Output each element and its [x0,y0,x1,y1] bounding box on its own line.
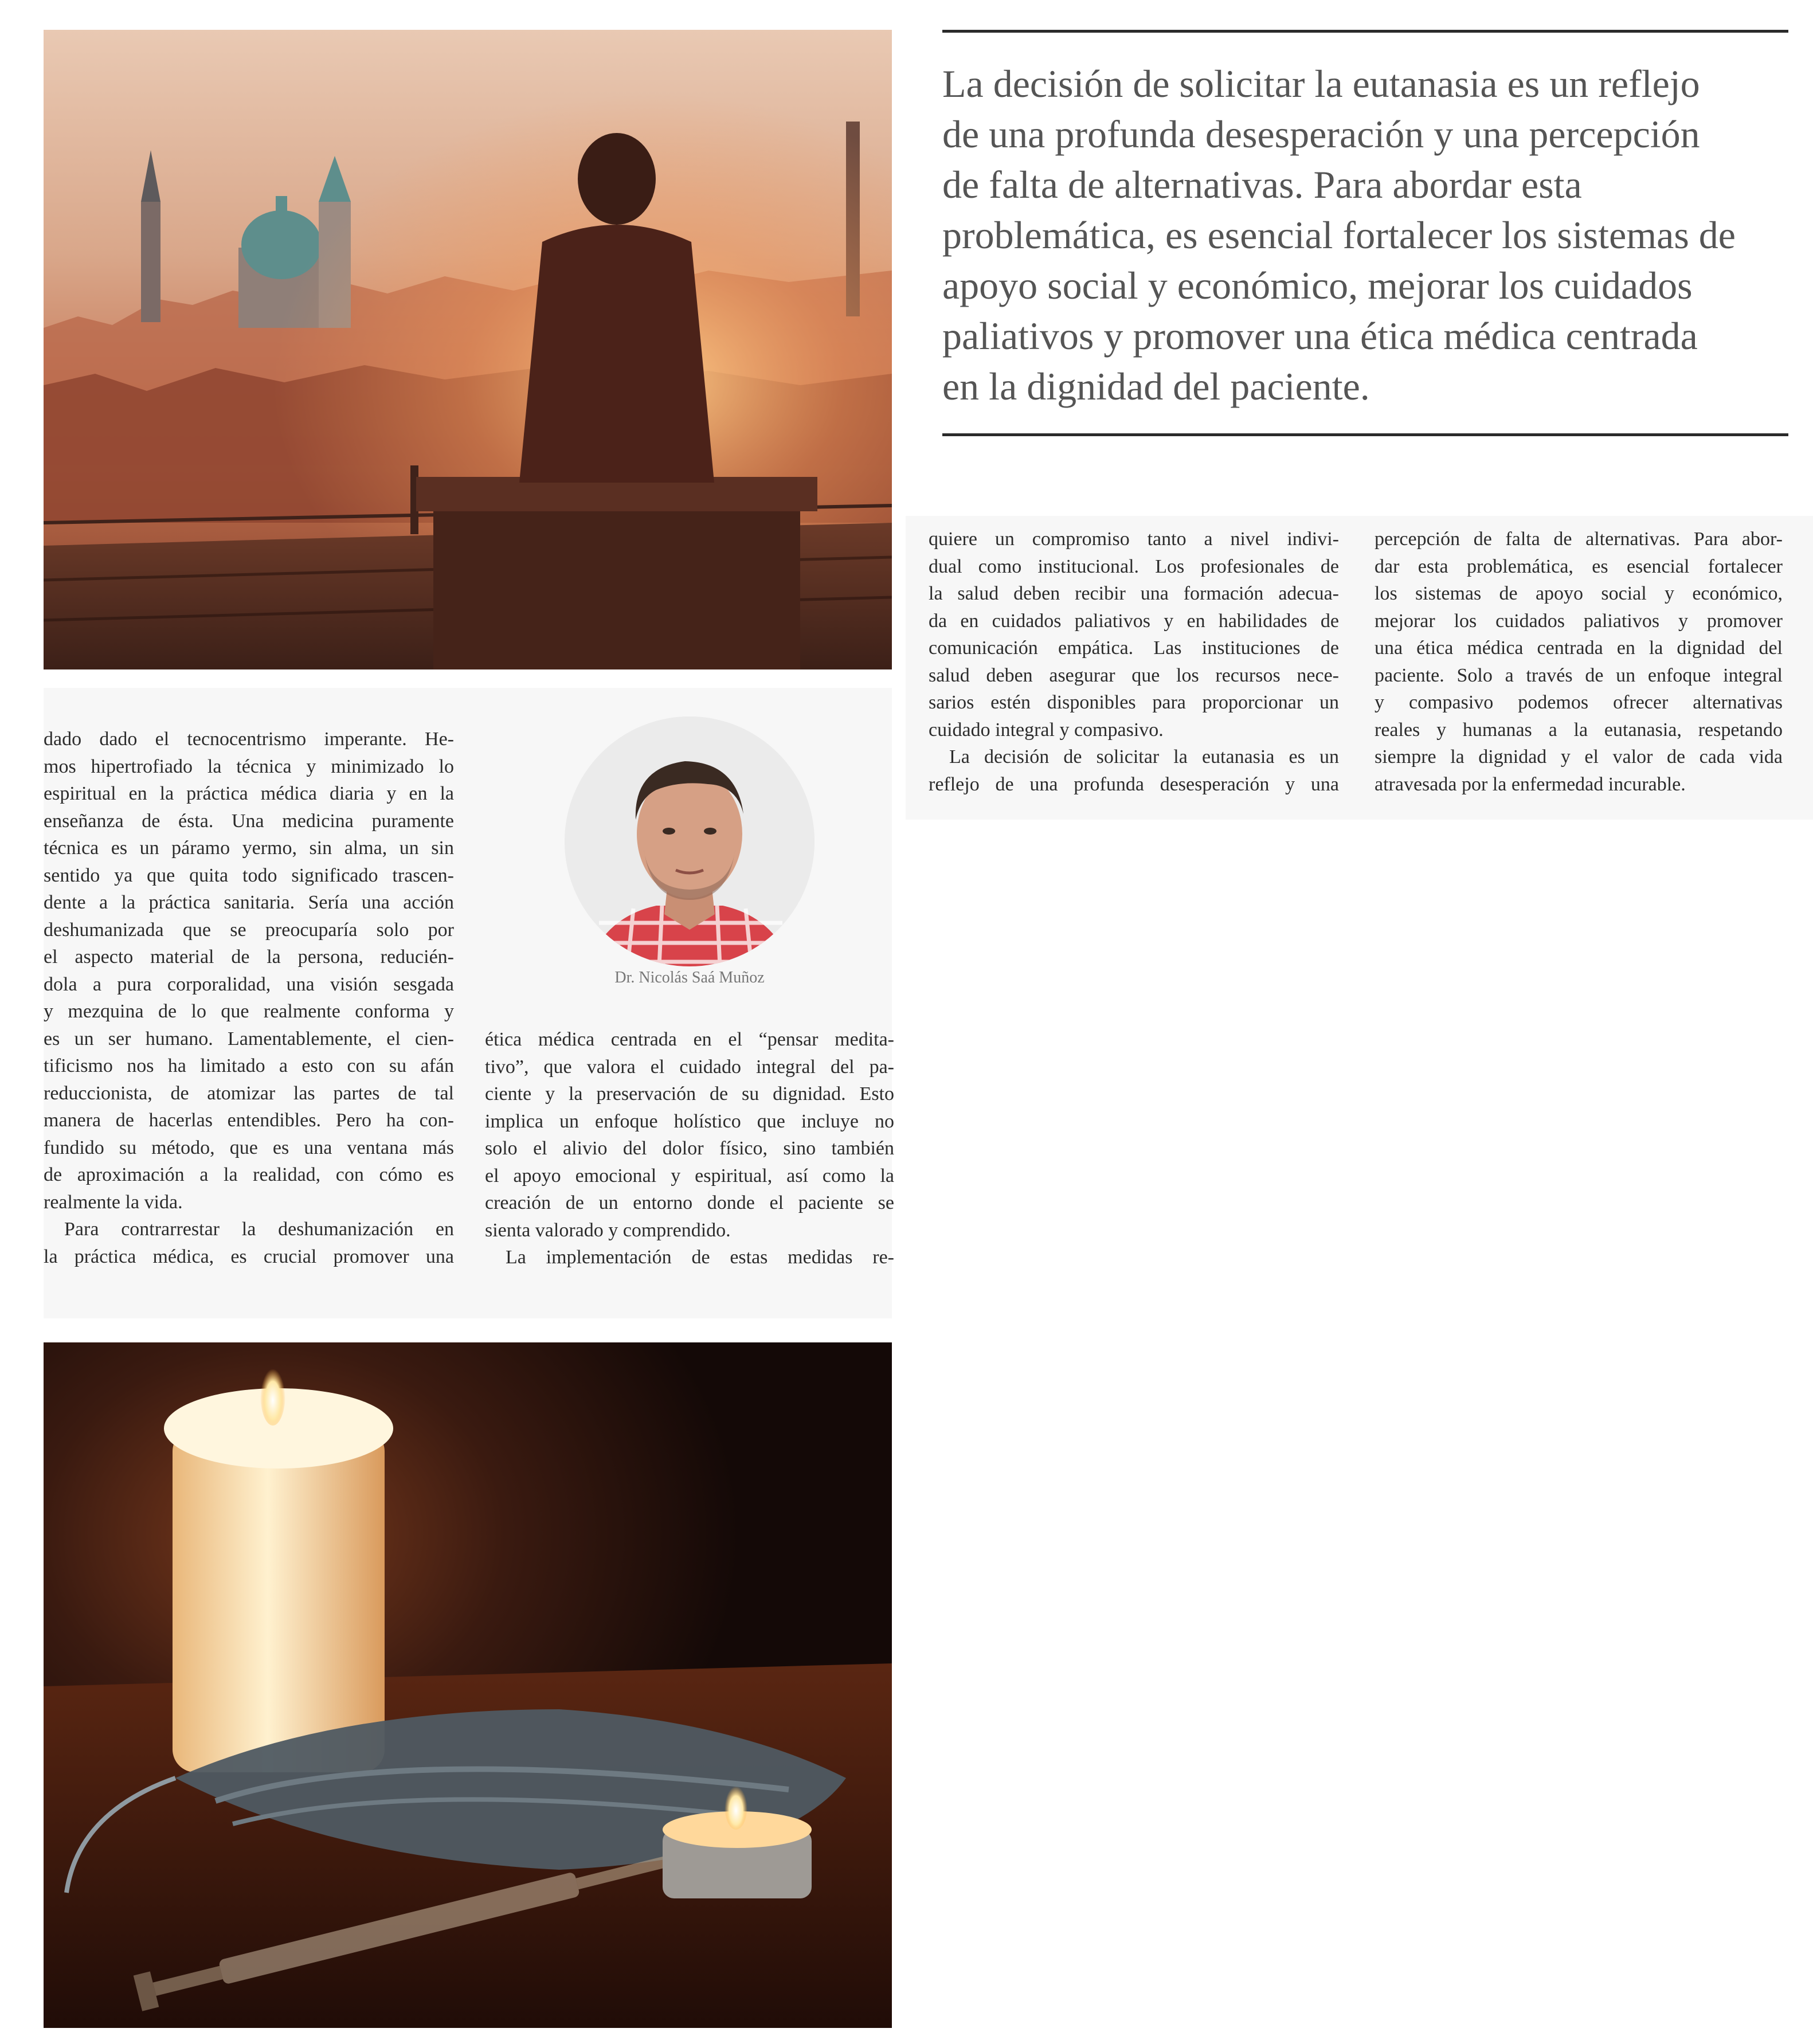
pull-quote-line: en la dignidad del paciente. [942,365,1370,408]
pull-quote-top-rule [942,30,1788,33]
text-line: siempre la dignidad y el valor de cada vida [1375,746,1783,768]
text-line: ética médica centrada en el “pensar medita- [485,1029,894,1050]
pull-quote-line: problemática, es esencial fortalecer los sistemas de [942,213,1736,257]
text-line: atravesada por la enfermedad incurable. [1375,773,1686,795]
text-line: paciente. Solo a través de un enfoque integral [1375,664,1783,686]
pull-quote-line: de falta de alternativas. Para abordar esta [942,163,1582,206]
pull-quote-line: de una profunda desesperación y una percepción [942,112,1700,156]
column-2 [485,1026,894,1271]
text-line: da en cuidados paliativos y en habilidades de [929,610,1339,632]
text-line: tivo”, que valora el cuidado integral del pa- [485,1056,894,1078]
text-line: enseñanza de ésta. Una medicina puramente [44,810,454,832]
text-line: creación de un entorno donde el paciente se [485,1192,894,1213]
text-line: fundido su método, que es una ventana más [44,1137,454,1158]
text-line: reduccionista, de atomizar las partes de tal [44,1082,454,1104]
pull-quote-line: La decisión de solicitar la eutanasia es un reflejo [942,62,1700,105]
text-line: dar esta problemática, es esencial fortalecer [1375,555,1783,577]
text-line: mos hipertrofiado la técnica y minimizado lo [44,755,454,777]
text-line: La decisión de solicitar la eutanasia es un [949,746,1339,768]
text-line: la práctica médica, es crucial promover una [44,1246,454,1267]
text-line: los sistemas de apoyo social y económico, [1375,583,1783,604]
text-line: La implementación de estas medidas re- [506,1247,894,1268]
text-line: salud deben asegurar que los recursos nece- [929,664,1339,686]
author-avatar [565,716,815,966]
text-line: tificismo nos ha limitado a esto con su afán [44,1055,454,1076]
text-line: sarios estén disponibles para proporcionar un [929,692,1339,713]
text-line: cuidado integral y compasivo. [929,719,1164,741]
text-line: una ética médica centrada en la dignidad del [1375,637,1783,659]
pull-quote-line: paliativos y promover una ética médica centrada [942,314,1698,358]
text-line: dado dado el tecnocentrismo imperante. He- [44,729,454,750]
column-1 [44,726,454,1270]
text-line: la salud deben recibir una formación adecua- [929,583,1339,604]
text-line: dente a la práctica sanitaria. Sería una acción [44,892,454,913]
text-line: y mezquina de lo que realmente conforma y [44,1001,454,1022]
text-line: dual como institucional. Los profesionales de [929,555,1339,577]
text-line: quiere un compromiso tanto a nivel indivi- [929,528,1339,550]
text-line: manera de hacerlas entendibles. Pero ha con- [44,1110,454,1131]
candle-mask-syringe-photo [44,1342,892,2028]
text-line: reales y humanas a la eutanasia, respetando [1375,719,1783,741]
text-line: técnica es un páramo yermo, sin alma, un sin [44,837,454,859]
text-line: comunicación empática. Las instituciones de [929,637,1339,659]
text-line: solo el alivio del dolor físico, sino también [485,1138,894,1159]
text-line: realmente la vida. [44,1191,183,1213]
author-caption: Dr. Nicolás Saá Muñoz [614,969,765,986]
text-line: de aproximación a la realidad, con cómo es [44,1164,454,1185]
text-line: ciente y la preservación de su dignidad. Esto [485,1083,894,1105]
pull-quote [942,58,1788,412]
text-line: dola a pura corporalidad, una visión sesgada [44,973,454,995]
text-line: deshumanizada que se preocuparía solo por [44,919,454,941]
text-line: sentido ya que quita todo significado trascen- [44,864,454,886]
text-line: espiritual en la práctica médica diaria y en la [44,783,454,804]
text-line: reflejo de una profunda desesperación y una [929,773,1339,795]
text-line: implica un enfoque holístico que incluye no [485,1110,894,1132]
pull-quote-bottom-rule [942,433,1788,436]
city-sunset-photo [44,30,892,669]
text-line: el apoyo emocional y espiritual, así como la [485,1165,894,1187]
text-line: Para contrarrestar la deshumanización en [64,1219,454,1240]
text-line: es un ser humano. Lamentablemente, el cien- [44,1028,454,1050]
column-4 [1375,526,1783,798]
text-line: mejorar los cuidados paliativos y promover [1375,610,1783,632]
pull-quote-line: apoyo social y económico, mejorar los cuidados [942,264,1693,307]
column-3 [929,526,1339,798]
text-line: y compasivo podemos ofrecer alternativas [1375,692,1783,713]
text-line: sienta valorado y comprendido. [485,1219,731,1241]
text-line: el aspecto material de la persona, reducién- [44,946,454,968]
text-line: percepción de falta de alternativas. Para abor- [1375,528,1783,550]
